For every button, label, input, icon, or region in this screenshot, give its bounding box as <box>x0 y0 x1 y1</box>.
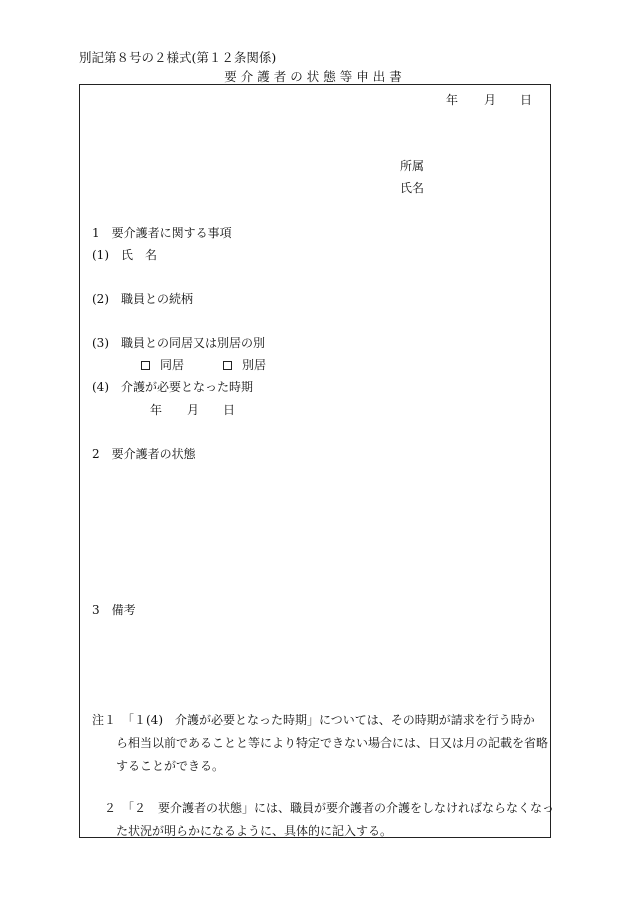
care-start-year-label: 年 <box>150 403 163 417</box>
cohabit-label: 同居 <box>160 358 185 372</box>
section3-heading: 3 備考 <box>92 603 136 617</box>
separate-checkbox[interactable] <box>223 361 232 370</box>
care-start-day-label: 日 <box>223 403 236 417</box>
note2-line2: た状況が明らかになるように、具体的に記入する。 <box>116 824 393 838</box>
note1-line1: 注１ 「１(4) 介護が必要となった時期」については、その時期が請求を行う時か <box>92 713 535 727</box>
document-title: 要介護者の状態等申出書 <box>224 69 406 84</box>
section1-heading: 1 要介護者に関する事項 <box>92 226 232 240</box>
submission-month-label: 月 <box>484 93 497 107</box>
section2-heading: 2 要介護者の状態 <box>92 447 196 461</box>
separate-label: 別居 <box>242 358 267 372</box>
form-box <box>79 84 555 838</box>
care-start-label: (4) 介護が必要となった時期 <box>92 380 253 394</box>
applicant-name-label: 氏名 <box>400 181 425 195</box>
relationship-label: (2) 職員との続柄 <box>92 292 193 306</box>
note2-line1: ２ 「２ 要介護者の状態」には、職員が要介護者の介護をしなければならなくなっ <box>104 801 555 815</box>
cohabit-checkbox[interactable] <box>141 361 150 370</box>
cared-person-name-label: (1) 氏 名 <box>92 248 157 262</box>
affiliation-label: 所属 <box>400 159 425 173</box>
residence-status-label: (3) 職員との同居又は別居の別 <box>92 336 265 350</box>
note1-line2: ら相当以前であることと等により特定できない場合には、日又は月の記載を省略 <box>116 736 549 750</box>
care-start-month-label: 月 <box>187 403 200 417</box>
option-cohabit[interactable] <box>141 358 184 372</box>
form-number: 別記第８号の２様式(第１２条関係) <box>79 50 277 65</box>
note1-line3: することができる。 <box>116 759 225 773</box>
submission-year-label: 年 <box>446 93 459 107</box>
submission-day-label: 日 <box>520 93 533 107</box>
option-separate[interactable] <box>223 358 266 372</box>
